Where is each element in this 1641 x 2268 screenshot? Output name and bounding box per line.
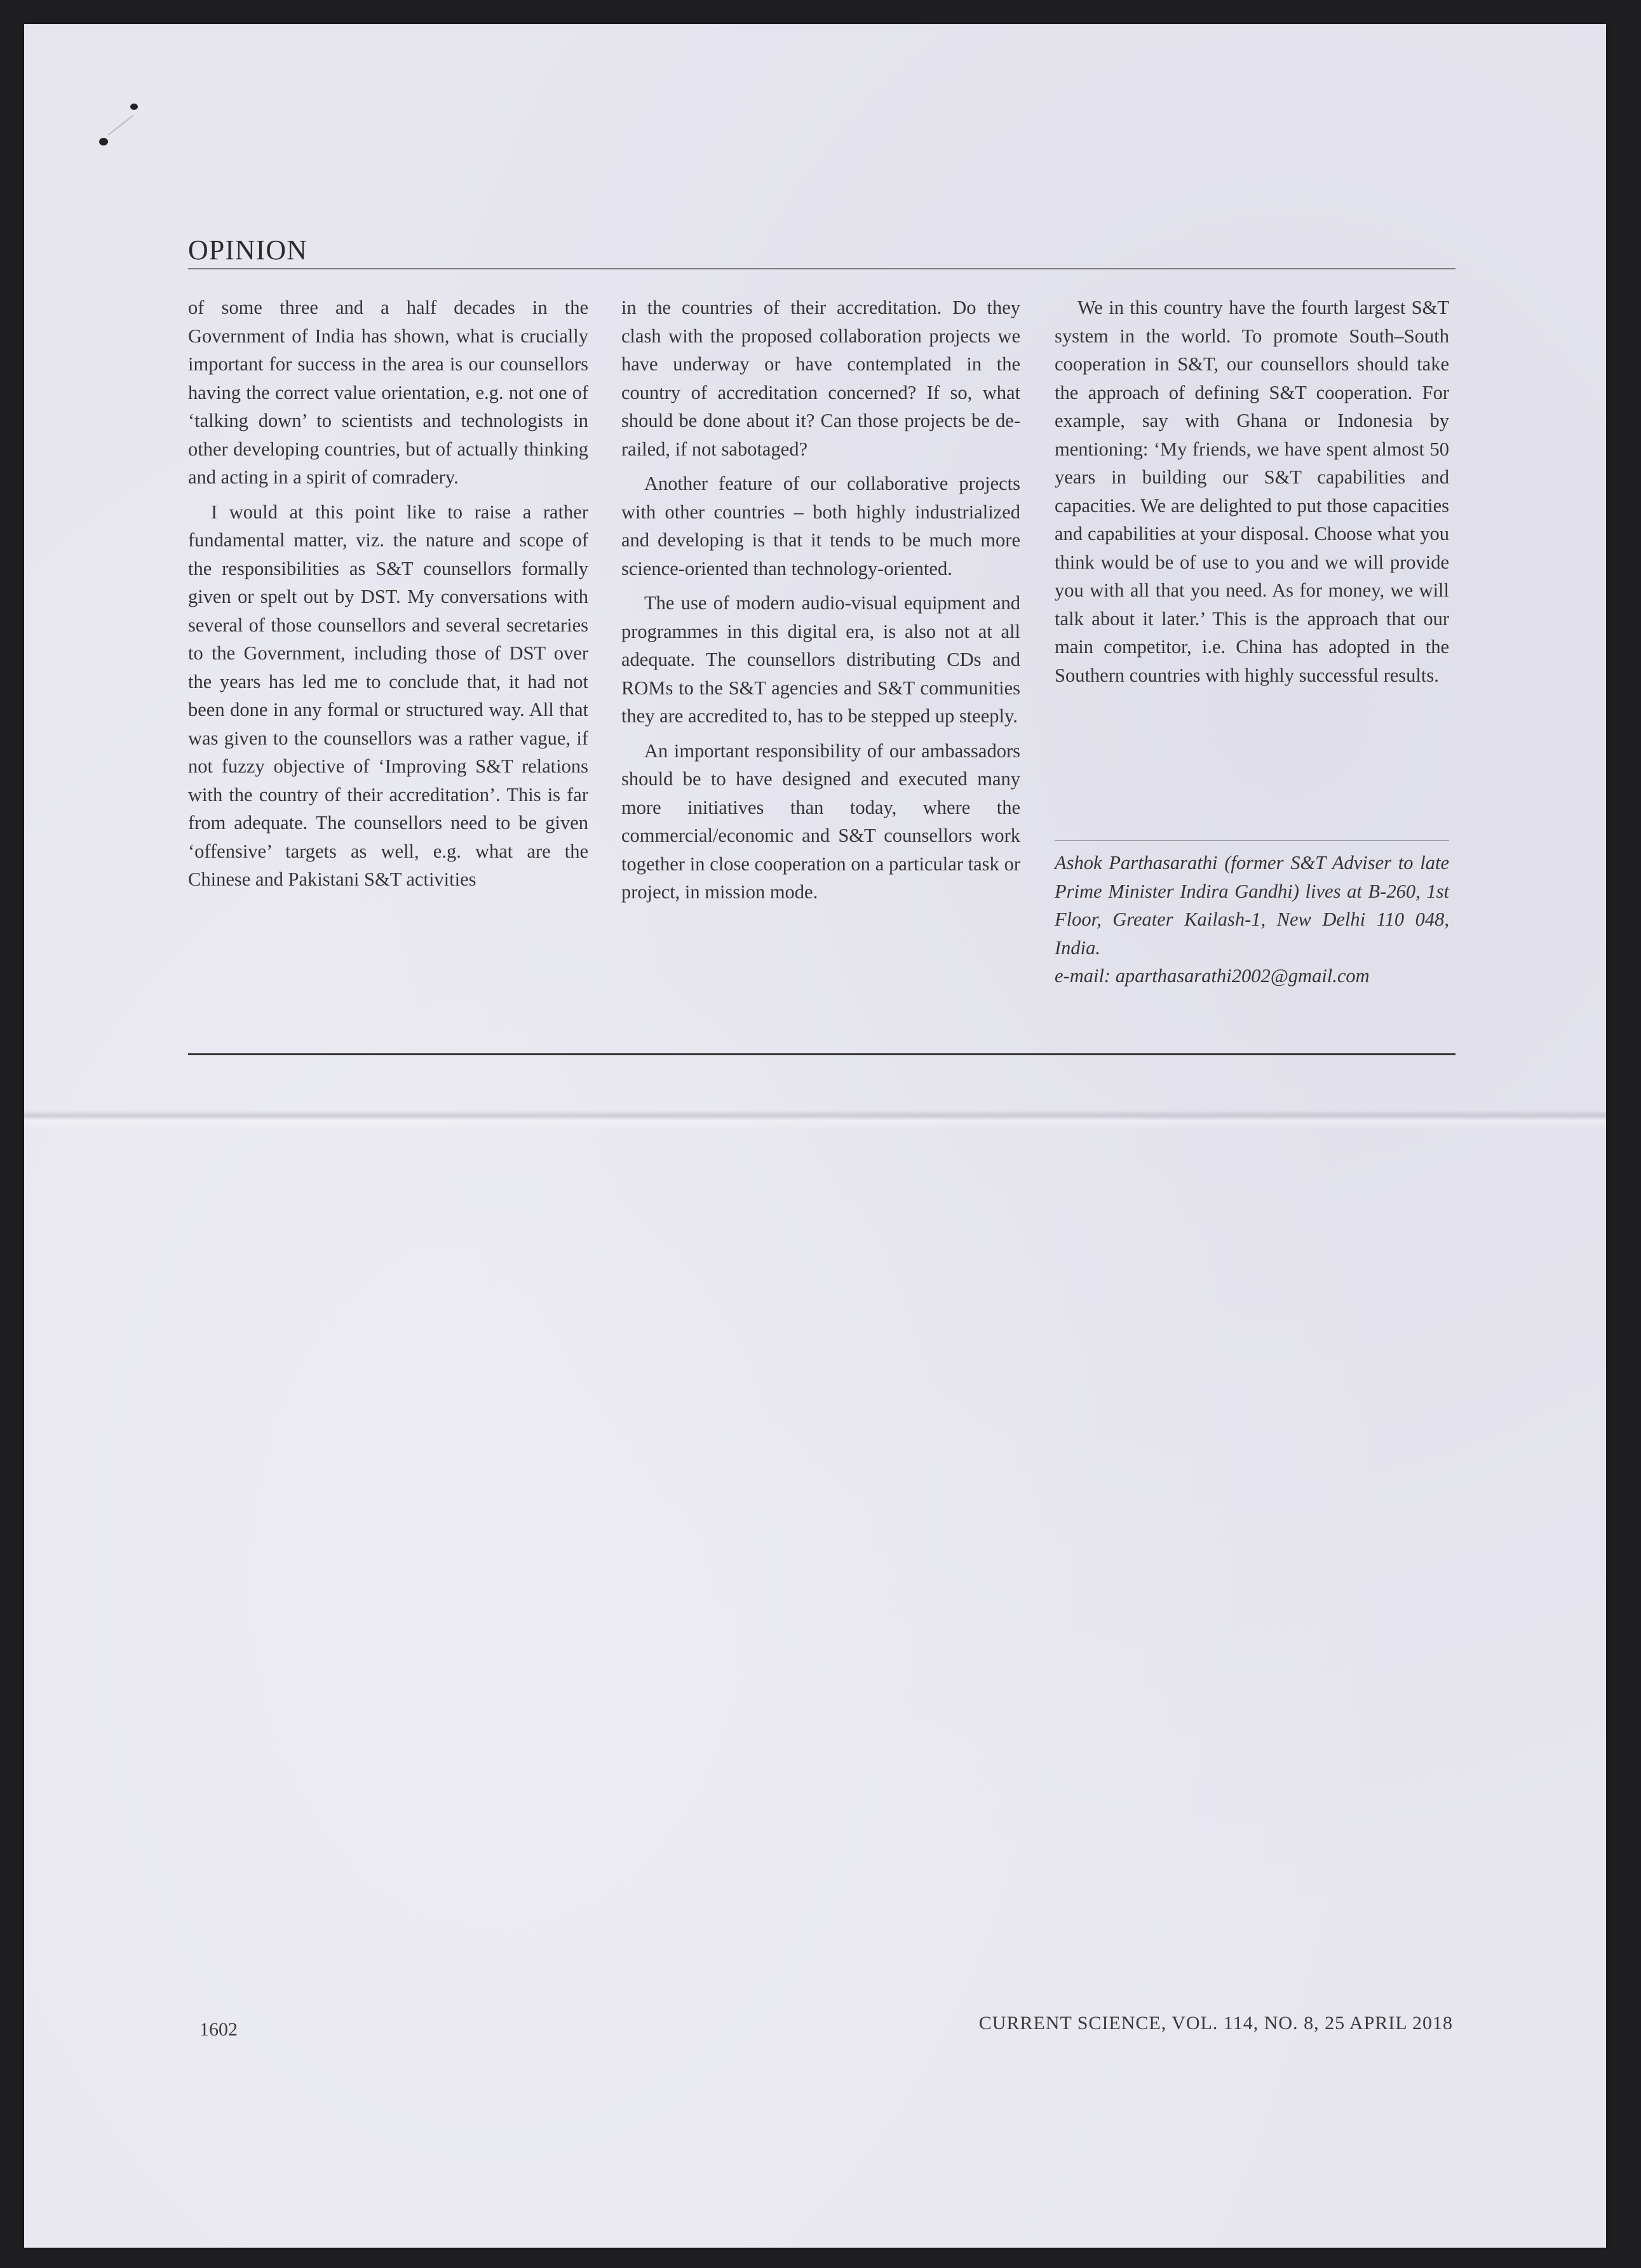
author-note bbox=[1055, 849, 1449, 990]
paragraph: of some three and a half decades in the Government of India has shown, what is crucially important for success in the area is our counsellors having the correct value orientation, e.g. not one of ‘talking down’ to scientists and technologists in other developing countries, but of actually thinking and acting in a spirit of comradery. bbox=[188, 297, 588, 488]
paragraph: Another feature of our collaborative projects with other countries – both highly industrialized and developing is that it tends to be much more science-oriented than technology-oriented. bbox=[621, 473, 1020, 579]
author-bio: Ashok Parthasarathi (former S&T Adviser to late Prime Minister Indira Gandhi) lives at B-260, 1st Floor, Greater Kailash-1, New Delhi 110 048, India. bbox=[1055, 852, 1449, 959]
header-rule bbox=[188, 268, 1455, 269]
paragraph: I would at this point like to raise a rather fundamental matter, viz. the nature and scope of the responsibilities as S&T counsellors formally given or spelt out by DST. My conversations with several of those counsellors and several secretaries to the Government, including those of DST over the years has led me to conclude that, it had not been done in any formal or structured way. All that was given to the counsellors was a rather vague, if not fuzzy objective of ‘Improving S&T relations with the country of their accreditation’. This is far from adequate. The counsellors need to be given ‘offensive’ targets as well, e.g. what are the Chinese and Pakistani S&T activities bbox=[188, 501, 588, 890]
staple-hole-mark bbox=[130, 104, 138, 110]
author-rule bbox=[1055, 840, 1449, 841]
paragraph: We in this country have the fourth largest S&T system in the world. To promote South–South cooperation in S&T, our counsellors should take the approach of defining S&T cooperation. For example, say with Ghana or Indonesia by mentioning: ‘My friends, we have spent almost 50 years in building our S&T capabilities and capacities. We are delighted to put those capacities and capabilities at your disposal. Choose what you think would be of use to you and we will provide you with all that you need. As for money, we will talk about it later.’ This is the approach that our main competitor, i.e. China has adopted in the Southern countries with highly successful results. bbox=[1055, 297, 1449, 686]
journal-citation: CURRENT SCIENCE, VOL. 114, NO. 8, 25 APRIL 2018 bbox=[978, 2013, 1453, 2034]
article-end-rule bbox=[188, 1053, 1455, 1055]
text-column-3 bbox=[1055, 294, 1449, 696]
page-number: 1602 bbox=[199, 2019, 238, 2040]
section-label: OPINION bbox=[188, 234, 307, 266]
paragraph: The use of modern audio-visual equipment and programmes in this digital era, is also not at all adequate. The counsellors distributing CDs and ROMs to the S&T agencies and S&T communities they are accredited to, has to be stepped up steeply. bbox=[621, 592, 1020, 727]
text-column-1 bbox=[188, 294, 588, 900]
staple-hole-mark bbox=[99, 138, 108, 145]
paragraph: in the countries of their accreditation. Do they clash with the proposed collaboration projects we have underway or have contemplated in the country of accreditation concerned? If so, what should be done about it? Can those projects be derailed, if not sabotaged? bbox=[621, 297, 1020, 460]
text-column-2 bbox=[621, 294, 1020, 913]
author-email: e-mail: aparthasarathi2002@gmail.com bbox=[1055, 965, 1370, 987]
paragraph: An important responsibility of our ambassadors should be to have designed and executed many more initiatives than today, where the commercial/economic and S&T counsellors work together in close cooperation on a particular task or project, in mission mode. bbox=[621, 739, 1020, 903]
